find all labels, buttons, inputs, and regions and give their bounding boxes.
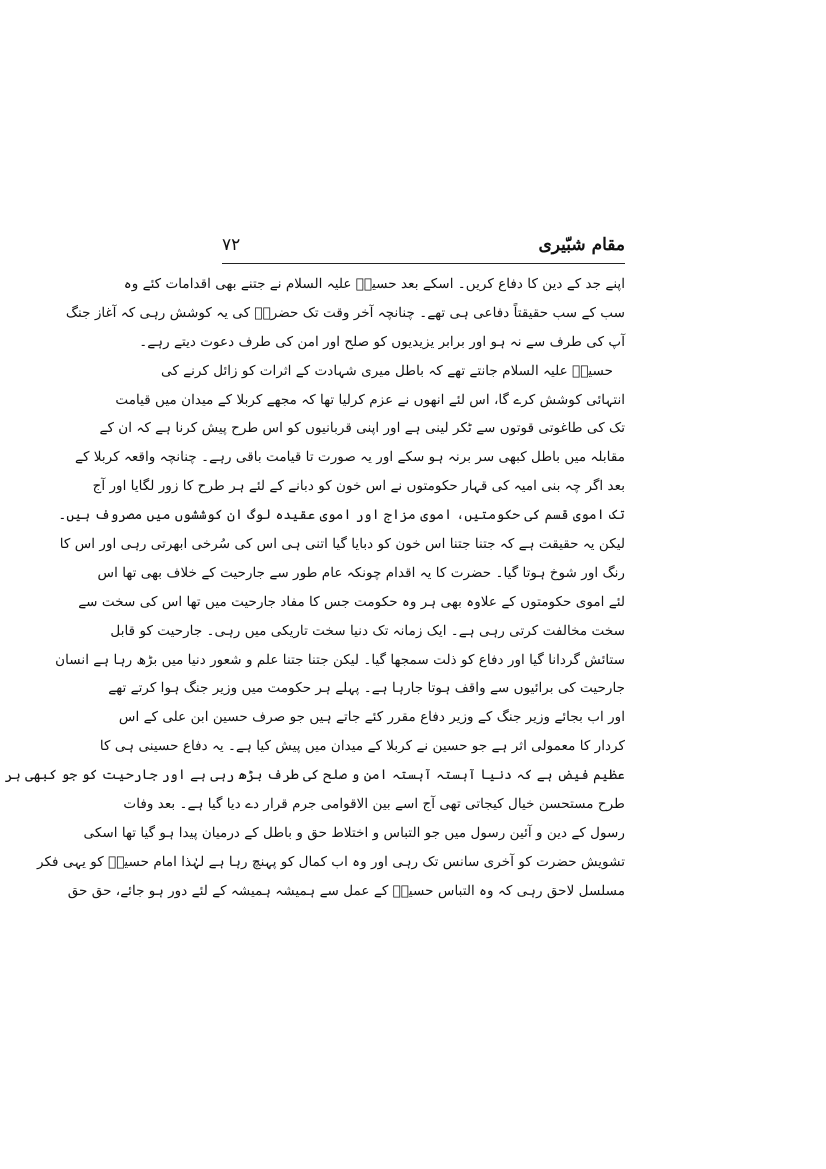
text-line: سخت مخالفت کرتی رہی ہے۔ ایک زمانہ تک دنیا سخت تاریکی میں رہی۔ جارحیت کو قابل <box>110 622 625 639</box>
text-line: حسینؑ علیہ السلام جانتے تھے کہ باطل میری شہادت کے اثرات کو زائل کرنے کی <box>161 362 613 379</box>
text-line: لئے اموی حکومتوں کے علاوہ بھی ہر وہ حکومت جس کا مفاد جارحیت میں تھا اس کی سخت سے <box>78 593 625 610</box>
text-line: مقابلہ میں باطل کبھی سر برنہ ہو سکے اور یہ صورت تا قیامت باقی رہے۔ چنانچہ واقعہ کربلا کے <box>75 449 625 466</box>
text-line: جارحیت کی برائیوں سے واقف ہوتا جارہا ہے۔ پہلے ہر حکومت میں وزیر جنگ ہوا کرتے تھے <box>108 680 625 697</box>
text-line: تشویش حضرت کو آخری سانس تک رہی اور وہ اب کمال کو پہنچ رہا ہے لہٰذا امام حسینؑ کو یہی فکر <box>37 853 625 870</box>
text-line: سب کے سب حقیقتاً دفاعی ہی تھے۔ چنانچہ آخر وقت تک حضرتؑ کی یہ کوشش رہی کہ آغاز جنگ <box>65 304 625 321</box>
text-line: آپ کی طرف سے نہ ہو اور برابر یزیدیوں کو صلح اور امن کی طرف دعوت دیتے رہے۔ <box>139 333 625 350</box>
text-line: عظیم فیض ہے کہ دنیا آہستہ آہستہ امن و صلح کی طرف بڑھ رہی ہے اور جارحیت کو جو کبھی ہر <box>4 767 625 784</box>
page-number: ۷۲ <box>222 235 241 255</box>
text-line: تک کی طاغوتی قوتوں سے ٹکر لینی ہے اور اپنی قربانیوں کو اس طرح پیش کرنا ہے کہ ان کے <box>99 420 625 437</box>
book-title: مقام شبّیری <box>538 235 625 255</box>
text-line: طرح مستحسن خیال کیجاتی تھی آج اسے بین الاقوامی جرم قرار دے دیا گیا ہے۔ بعد وفات <box>123 796 625 813</box>
text-line: رسول کے دین و آئین رسول میں جو التباس و اختلاط حق و باطل کے درمیان پیدا ہو گیا تھا اسکی <box>83 824 625 841</box>
text-line: انتہائی کوشش کرے گا، اس لئے انھوں نے عزم کرلیا تھا کہ مجھے کربلا کے میدان میں قیامت <box>115 391 625 408</box>
page-header <box>222 230 625 260</box>
text-line: تک اموی قسم کی حکومتیں، اموی مزاج اور اموی عقیدہ لوگ ان کوششوں میں مصروف ہیں۔ <box>58 507 625 524</box>
text-line: ستائش گردانا گیا اور دفاع کو ذلت سمجھا گیا۔ لیکن جتنا جتنا علم و شعور دنیا میں بڑھ رہا ہے انسان <box>55 651 625 668</box>
text-line: لیکن یہ حقیقت ہے کہ جتنا جتنا اس خون کو دبایا گیا اتنی ہی اس کی سُرخی ابھرتی رہی اور اس کا <box>59 536 625 553</box>
body-text <box>4 270 625 906</box>
text-line: رنگ اور شوخ ہوتا گیا۔ حضرت کا یہ اقدام چونکہ عام طور سے جارحیت کے خلاف بھی تھا اس <box>97 564 625 581</box>
text-line: کردار کا معمولی اثر ہے جو حسین نے کربلا کے میدان میں پیش کیا ہے۔ یہ دفاع حسینی ہی کا <box>99 738 625 755</box>
text-line: اپنے جد کے دین کا دفاع کریں۔ اسکے بعد حسینؑ علیہ السلام نے جتنے بھی اقدامات کئے وہ <box>123 276 625 292</box>
text-line: اور اب بجائے وزیر جنگ کے وزیر دفاع مقرر کئے جاتے ہیں جو صرف حسین ابن علی کے اس <box>118 709 625 726</box>
header-divider <box>222 263 625 264</box>
text-line: مسلسل لاحق رہی کہ وہ التباس حسینؑ کے عمل سے ہمیشہ ہمیشہ کے لئے دور ہو جائے، حق حق <box>67 882 625 899</box>
text-line: بعد اگر چہ بنی امیہ کی قہار حکومتوں نے اس خون کو دبانے کے لئے ہر طرح کا زور لگایا اور آج <box>92 478 625 495</box>
